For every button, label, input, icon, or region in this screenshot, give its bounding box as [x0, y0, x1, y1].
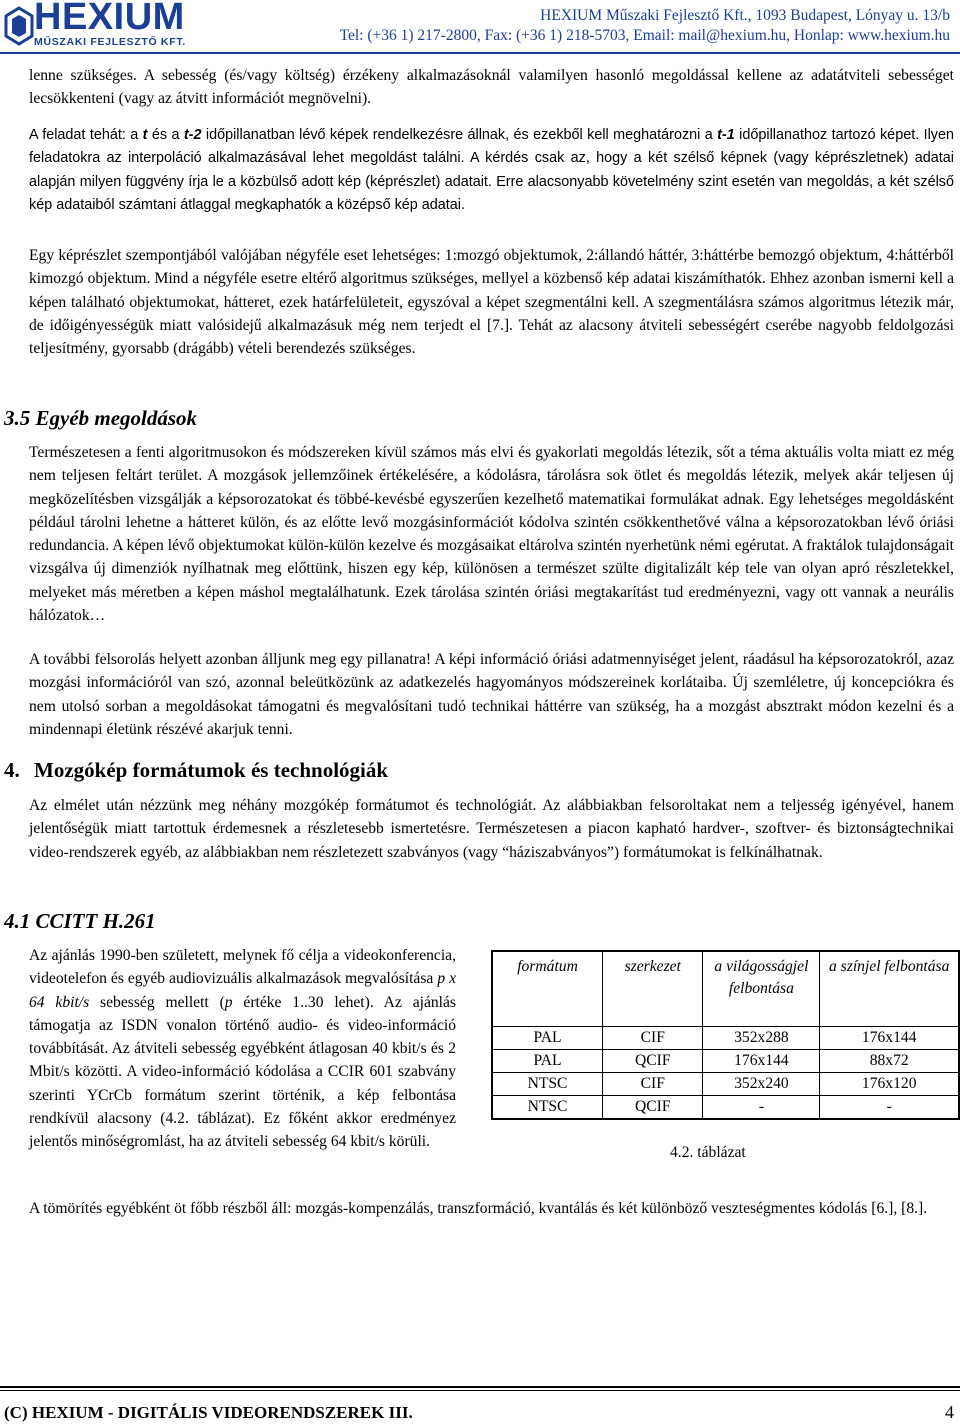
bitrate-formula: p x 64 kbit/s [29, 970, 456, 1011]
paragraph-6: Az elmélet után nézzünk meg néhány mozgókép formátumot és technológiát. Az alábbiakban felsoroltakat nem a teljesség igényével, hanem jelentőségük miatt tartottuk érdemesnek a részletesebb ismertetésre. Természetesen a piacon kapható hardver-, szoftver- és biztonságtechnikai video-rendszerek egyéb, az alábbiakban nem részletezett szabványos (vagy “háziszabványos”) formátumokat is felkínálhatnak. [29, 797, 954, 861]
table-header-cell: a világosságjel felbontása [703, 951, 820, 1027]
table-cell: 176x144 [820, 1027, 959, 1050]
time-variable: t [142, 127, 148, 143]
table-cell: PAL [492, 1027, 603, 1050]
table-cell: PAL [492, 1050, 603, 1073]
table-caption: 4.2. táblázat [670, 1144, 746, 1161]
time-variable: t-2 [183, 127, 202, 143]
section-heading-3-5: 3.5 Egyéb megoldások [4, 406, 198, 430]
table-cell: 176x120 [820, 1073, 959, 1096]
paragraph-1: lenne szükséges. A sebesség (és/vagy költség) érzékeny alkalmazásoknál valamilyen hasonló megoldással kellene az adatátviteli sebességet lecsökkenteni (vagy az átvitt információt megnövelni). [29, 67, 954, 108]
resolution-table [491, 950, 960, 1120]
paragraph-2 [29, 124, 954, 217]
hexagon-logo-icon [4, 6, 34, 46]
footer-rule-thin [0, 1390, 960, 1391]
section-heading-4 [4, 758, 388, 783]
header-rule [0, 52, 960, 54]
table-cell: 176x144 [703, 1050, 820, 1073]
table-row [492, 1050, 959, 1073]
hexium-logo [4, 2, 189, 48]
page-header [0, 0, 960, 52]
page-number: 4 [945, 1402, 954, 1422]
table-header-cell: szerkezet [603, 951, 703, 1027]
table-cell: NTSC [492, 1096, 603, 1120]
table-header-row [492, 951, 959, 1027]
table-cell: 352x288 [703, 1027, 820, 1050]
footer-rule [0, 1386, 960, 1388]
table-cell: QCIF [603, 1096, 703, 1120]
table-cell: 88x72 [820, 1050, 959, 1073]
table-cell: - [820, 1096, 959, 1120]
table-cell: - [703, 1096, 820, 1120]
text-run: és a [147, 127, 184, 143]
logo-text: HEXIUM [34, 0, 185, 38]
variable-p: p [224, 993, 233, 1011]
text-run: sebesség mellett ( [89, 993, 225, 1011]
table-cell: QCIF [603, 1050, 703, 1073]
text-run: Az ajánlás 1990-ben született, melynek fő célja a videokonferencia, videotelefon és egyéb audiovizuális alkalmazások megvalósítása [29, 947, 456, 988]
company-contacts: Tel: (+36 1) 217-2800, Fax: (+36 1) 218-5703, Email: mail@hexium.hu, Honlap: www.hexium.hu [339, 27, 950, 44]
heading-text: Mozgókép formátumok és technológiák [34, 758, 389, 782]
table-cell: NTSC [492, 1073, 603, 1096]
table-header-cell: formátum [492, 951, 603, 1027]
table-row [492, 1027, 959, 1050]
company-address: HEXIUM Műszaki Fejlesztő Kft., 1093 Budapest, Lónyay u. 13/b [540, 7, 950, 24]
table-row [492, 1073, 959, 1096]
table-cell: CIF [603, 1027, 703, 1050]
time-variable: t-1 [717, 127, 735, 143]
paragraph-5: A további felsorolás helyett azonban álljunk meg egy pillanatra! A képi információ óriási adatmennyiséget jelent, ráadásul ha képsorozatokról, azaz mozgási információról van szó, azonnal beleütközünk az adatkezelés hagyományos módszereinek korlátaiba. Új szemléletre, új koncepciókra és nem utolsó sorban a megoldásokat támogatni és megvalósítani tudó technikai háttérre van szükség, ha a mozgást absztrakt módon kezelni és a mindennapi életünk részévé akarjuk tenni. [29, 651, 954, 738]
table-cell: CIF [603, 1073, 703, 1096]
paragraph-8: A tömörítés egyébként öt főbb részből áll: mozgás-kompenzálás, transzformáció, kvantálás és két különböző veszteségmentes kódolás [6.], [8.]. [29, 1200, 928, 1217]
paragraph-3: Egy képrészlet szempontjából valójában négyféle eset lehetséges: 1:mozgó objektumok, 2:állandó háttér, 3:háttérbe bemozgó objektum, 4:háttérből kimozgó objektum. Mind a négyféle esetre eltérő algoritmus szükséges, mellyel a közbenső kép adatai kiszámíthatók. Ehhez azonban ismerni kell a képen található objektumokat, hátteret, ezek határfelületeit, egyszóval a képet szegmentálni kell. A szegmentálásra számos algoritmus létezik már, de időigényességük miatt valósidejű alkalmazásuk még nem terjedt el [7.]. Tehát az alacsony átviteli sebességért cserébe nagyobb feldolgozási teljesítmény, gyorsabb (drágább) vételi berendezés szükséges. [29, 247, 954, 358]
paragraph-4: Természetesen a fenti algoritmusokon és módszereken kívül számos más elvi és gyakorlati megoldás létezik, sőt a téma aktuális volta miatt ez még nem teljesen feltárt terület. A mozgások jellemzőinek értékelésére, a kódolásra, tárolásra sok ötlet és megoldás létezik, melyek akár teljesen új megközelítésben vizsgálják a képsorozatokat és többé-kevésbé egyszerűen kezelhető matematikai formulákat adnak. Egy lehetséges megoldásként például tárolni lehetne a hátteret külön, és az előtte levő mozgásinformációt kódolva szintén csökkenthetővé válna a képsorozatokban lévő óriási redundancia. A képen lévő objektumokat külön-külön kezelve és mozgásaikat eltárolva szintén nyerhetünk némi egérutat. A fraktálok tulajdonságait vizsgálva új dimenziók nyílhatnak meg előttünk, hiszen egy kép, különösen a természet szülte digitalizált kép tele van olyan apró részletekkel, melyeket más méretben a képen máshol megtalálhatunk. Ezek tárolása szintén óriási megtakarítást tud eredményezni, vagy ott vannak a neurális hálózatok… [29, 444, 954, 625]
text-run: időpillanatban lévő képek rendelkezésre állnak, és ezekből kell meghatározni a [201, 127, 718, 143]
text-run: értéke 1..30 lehet). Az ajánlás támogatja az ISDN vonalon történő audio- és video-információ továbbítását. Az átviteli sebesség egyébként átlagosan 40 kbit/s és 2 Mbit/s közötti. A video-információ kódolása a CCIR 601 szabvány szerinti YCrCb formátum szerint történik, a kép felbontása rendkívül alacsony (4.2. táblázat). Ez főként akkor eredményez jelentős minőségromlást, ha az átviteli sebesség 64 kbit/s körüli. [29, 993, 456, 1151]
section-heading-4-1: 4.1 CCITT H.261 [4, 909, 156, 933]
paragraph-7 [29, 944, 456, 1154]
table-cell: 352x240 [703, 1073, 820, 1096]
footer-title: (C) HEXIUM - DIGITÁLIS VIDEORENDSZEREK III. [4, 1403, 413, 1422]
table-row [492, 1096, 959, 1120]
text-run: időpillanathoz tartozó képet. Ilyen feladatokra az interpoláció alkalmazásával lehet megoldást találni. A kérdés csak az, hogy a két szélső képnek (vagy képrészletnek) adatai alapján milyen függvény írja le a közbülső adott kép (képrészlet) adatait. Erre alacsonyabb követelmény szint esetén van megoldás, a két szélső kép adataiból számtani átlaggal megkaphatók a középső kép adatai. [29, 127, 954, 213]
logo-subtext: MŰSZAKI FEJLESZTŐ KFT. [34, 36, 186, 48]
heading-number: 4. [4, 758, 20, 782]
text-run: A feladat tehát: a [29, 127, 143, 143]
table-header-cell: a színjel felbontása [820, 951, 959, 1027]
